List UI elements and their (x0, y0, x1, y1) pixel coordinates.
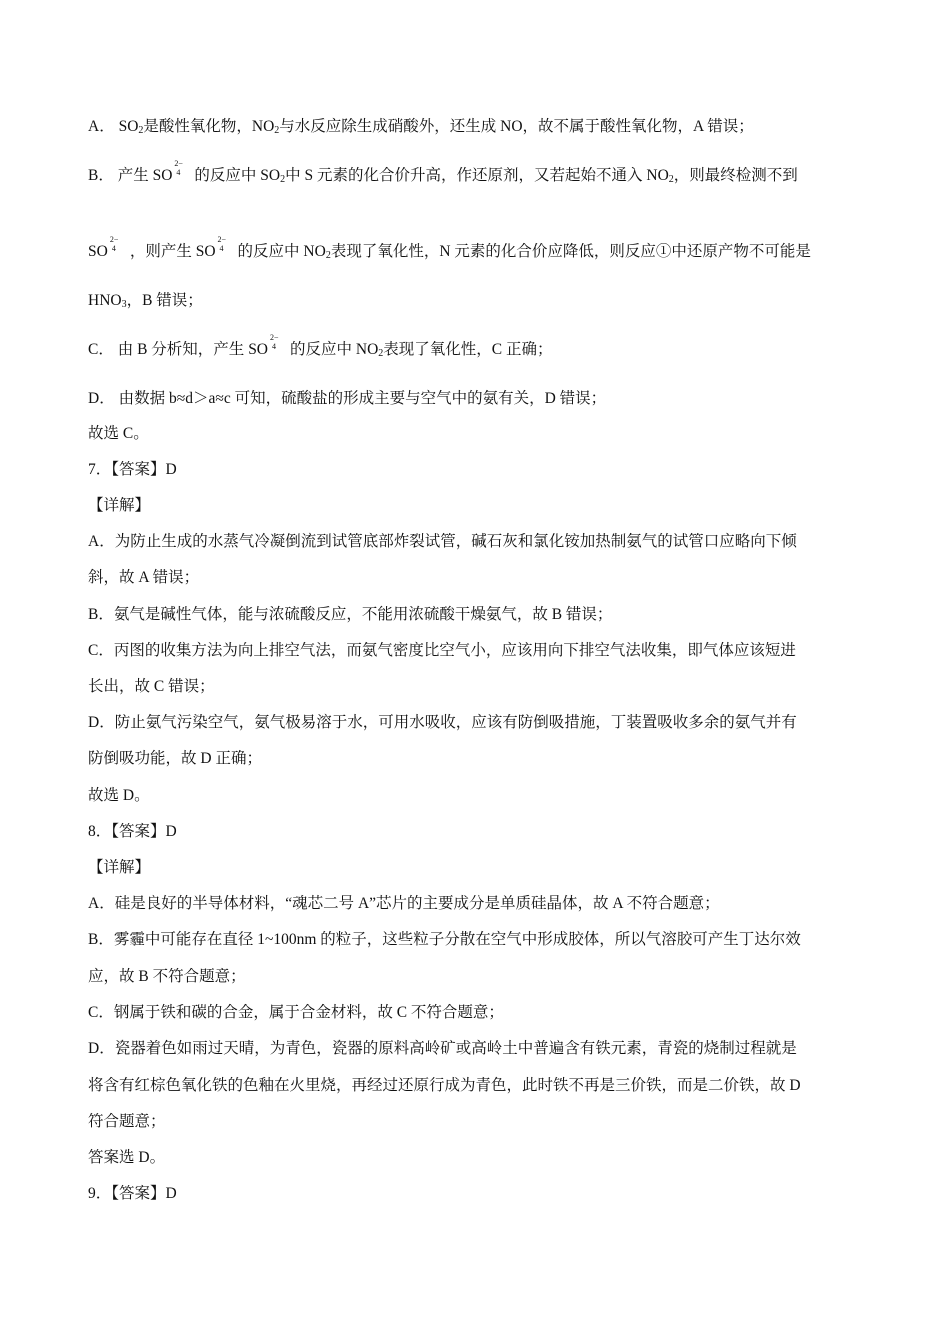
sulfate-ion: SO 2− 4 (248, 333, 279, 358)
sulfate-ion: SO 2− 4 (195, 235, 227, 260)
text-line: 斜，故 A 错误； (88, 569, 200, 586)
text-line: 符合题意； (88, 1113, 166, 1130)
text-line: B．氨气是碱性气体，能与浓硫酸反应，不能用浓硫酸干燥氨气，故 B 错误； (88, 606, 613, 623)
text-line: D． 由数据 b≈d＞a≈c 可知，硫酸盐的形成主要与空气中的氨有关，D 错误； (88, 390, 607, 407)
sulfate-ion: SO 2− 4 (152, 159, 183, 184)
text-line: B． 产生 SO 2− 4 的反应中 $SO_2$中 S 元素的化合价升高，作还原剂，又若起始不通入 $NO_2$，则最终检测不到 (88, 159, 798, 185)
text-line: A． $SO_2$是酸性氧化物，$NO_2$与水反应除生成硝酸外，还生成 NO，故不属于酸性氧化物，A 错误； (88, 118, 754, 136)
text-line: $HNO_3$，B 错误； (88, 292, 203, 310)
text-line: SO 2− 4 ，则产生 SO 2− 4 的反应中 $NO_2$表现了氧化性，N 元素的化合价应降低，则反应①中还原产物不可能是 (88, 235, 811, 261)
text-line: A．硅是良好的半导体材料，“魂芯二号 A”芯片的主要成分是单质硅晶体，故 A 不符合题意； (88, 895, 720, 912)
text-line: 故选 C。 (88, 425, 149, 442)
text-line: 答案选 D。 (88, 1149, 166, 1166)
text-line: C．丙图的收集方法为向上排空气法，而氨气密度比空气小，应该用向下排空气法收集，即气体应该短进 (88, 642, 796, 659)
text-line: B．雾霾中可能存在直径 1~100nm 的粒子，这些粒子分散在空气中形成胶体，所以气溶胶可产生丁达尔效 (88, 931, 801, 948)
text-line: D．瓷器着色如雨过天晴，为青色，瓷器的原料高岭矿或高岭土中普遍含有铁元素，青瓷的烧制过程就是 (88, 1040, 797, 1057)
text-line: 故选 D。 (88, 787, 150, 804)
detail-heading: 【详解】 (88, 859, 151, 876)
text-line: A．为防止生成的水蒸气冷凝倒流到试管底部炸裂试管，碱石灰和氯化铵加热制氨气的试管口应略向下倾 (88, 533, 797, 550)
answer-heading: 7．【答案】D (88, 461, 177, 478)
text-line: 应，故 B 不符合题意； (88, 968, 246, 985)
text-line: 防倒吸功能，故 D 正确； (88, 750, 262, 767)
sulfate-ion: SO 2− 4 (88, 235, 119, 260)
text-line: C． 由 B 分析知，产生 SO 2− 4 的反应中 $NO_2$表现了氧化性，C 正确； (88, 333, 553, 359)
text-line: 长出，故 C 错误； (88, 678, 215, 695)
answer-heading: 8．【答案】D (88, 823, 177, 840)
answer-heading: 9．【答案】D (88, 1185, 177, 1202)
text-line: D．防止氨气污染空气，氨气极易溶于水，可用水吸收，应该有防倒吸措施，丁装置吸收多余的氨气并有 (88, 714, 797, 731)
text-line: C．钢属于铁和碳的合金，属于合金材料，故 C 不符合题意； (88, 1004, 504, 1021)
detail-heading: 【详解】 (88, 497, 151, 514)
text-line: 将含有红棕色氧化铁的色釉在火里烧，再经过还原行成为青色，此时铁不再是三价铁，而是二价铁，故 D (88, 1077, 801, 1094)
